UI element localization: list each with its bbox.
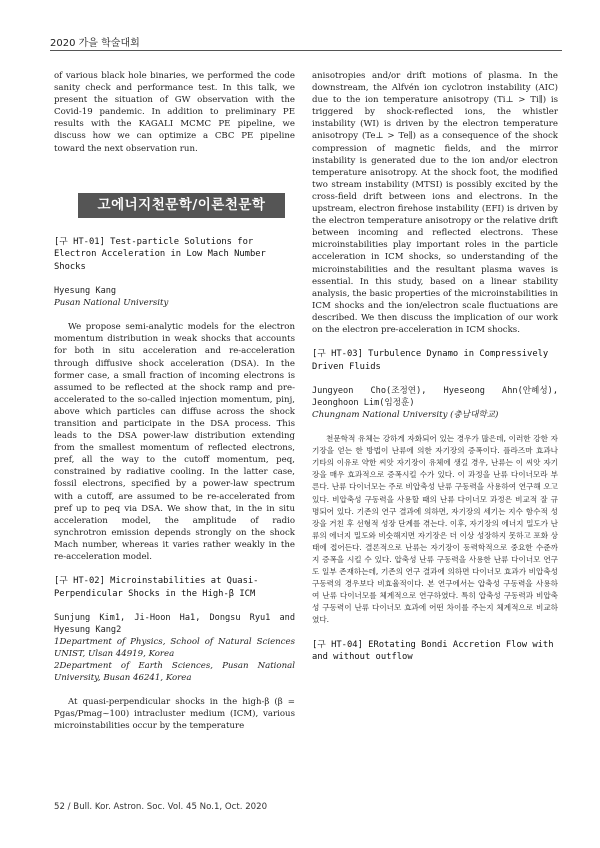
ht01-title-text: [구 HT-01] Test-particle Solutions for Electron Acceleration in Low Mach Number Shocks — [54, 236, 266, 272]
ht03-authors: Jungyeon Cho(조정연), Hyeseong Ahn(안혜성), Jeonghoon Lim(임정훈) — [312, 386, 558, 409]
ht02-abstract-start: At quasi-perpendicular shocks in the high-β (β = Pgas/Pmag~100) intracluster medium (ICM), various microinstabilities occur by the temperature — [54, 697, 295, 732]
ht01-affiliation: Pusan National University — [54, 298, 169, 309]
ht03-title: [구 HT-03] Turbulence Dynamo in Compressively Driven Fluids — [312, 349, 549, 372]
left-column — [54, 70, 295, 732]
running-header: 2020 가을 학술대회 — [50, 38, 140, 49]
ht01-title — [54, 236, 295, 274]
ht04-title: [구 HT-04] ERotating Bondi Accretion Flow with and without outflow — [312, 639, 554, 663]
header-rule — [50, 50, 562, 51]
ht02-affiliation-1: 1Department of Physics, School of Natural Sciences UNIST, Ulsan 44919, Korea — [54, 637, 295, 660]
section-banner: 고에너지천문학/이론천문학 — [78, 193, 285, 218]
ht01-author: Hyesung Kang — [54, 286, 117, 297]
ht03-abstract: 천문학적 유체는 강하게 자화되어 있는 경우가 많은데, 이러한 강한 자기장을 얻는 한 방법이 난류에 의한 자기장의 증폭이다. 플라즈마 효과나 기타의 이유로 약한 씨앗 자기장이 유체에 생길 경우, 난류는 이 씨앗 자기장을 매우 효과적으로 증폭시킬 수가 있다. 이 과정을 난류 다이너모라 부른다. 난류 다이너모는 주로 비압축성 난류 구동력을 사용하여 연구해 오고 있다. 비압축성 구동력을 사용할 때의 난류 다이너모 과정은 비교적 잘 규명되어 있다. 기존의 연구 결과에 의하면, 자기장의 세기는 지수 함수적 성장을 거친 후 선형적 성장 단계를 겪는다. 이후, 자기장의 에너지 밀도가 난류의 에너지 밀도와 비슷해지면 자기장은 더 이상 성장하지 못하고 포화 상태에 접어든다. 결론적으로 난류는 자기장이 동력학적으로 중요한 수준까지 증폭을 시킬 수 있다. 압축성 난류 구동력을 사용한 난류 다이너모 연구도 일부 존재하는데, 기존의 연구 결과에 의하면 다이너모 효과가 비압축성 구동력의 경우보다 비효율적이다. 본 연구에서는 압축성 구동력을 사용하여 난류 다이너모를 체계적으로 연구하였다. 특히 압축성 구동력과 비압축성 구동력이 난류 다이너모 효과에 어떤 차이를 주는지 체계적으로 비교하였다. — [312, 434, 558, 625]
ht02-affiliation-2: 2Department of Earth Sciences, Pusan National University, Busan 46241, Korea — [54, 661, 295, 684]
intro-paragraph: of various black hole binaries, we performed the code sanity check and performance test. In this talk, we present the situation of GW observation with the Covid-19 pandemic. In addition to preliminary PE results with the KAGALI MCMC PE pipeline, we discuss how we can optimize a CBC PE pipeline toward the next observation run. — [54, 71, 295, 154]
ht02-abstract-continued: anisotropies and/or drift motions of plasma. In the downstream, the Alfvén ion cyclotron instability (AIC) due to the ion temperature anisotropy (Ti⊥ > Ti∥) is triggered by shock-reflected ions, the whistler instability (WI) is driven by the electron temperature anisotropy (Te⊥ > Te∥) as a consequence of the shock compression of magnetic fields, and the mirror instability is generated due to the ion and/or electron temperature anisotropy. At the shock foot, the modified two stream instability (MTSI) is possibly excited by the cross-field drift between ions and electrons. In the upstream, electron firehose instability (EFI) is driven by the electron temperature anisotropy or the relative drift between incoming and reflected electrons. These microinstabilities play important roles in the particle acceleration in ICM shocks, so understanding of the microinstabilities and the resultant plasma waves is essential. In this study, based on a linear stability analysis, the basic properties of the microinstabilities in ICM shocks and the ion/electron scale fluctuations are described. We then discuss the implication of our work on the electron pre-acceleration in ICM shocks. — [312, 71, 558, 335]
right-column — [312, 70, 558, 676]
ht02-title: [구 HT-02] Microinstabilities at Quasi-Perpendicular Shocks in the High-β ICM — [54, 576, 259, 599]
ht03-affiliation: Chungnam National University (충남대학교) — [312, 410, 499, 421]
ht01-abstract: We propose semi-analytic models for the electron momentum distribution in weak shocks that accounts for both in situ acceleration and re-acceleration through diffusive shock acceleration (DSA). In the former case, a small fraction of incoming electrons is assumed to be reflected at the shock ramp and pre-accelerated to the so-called injection momentum, pinj, above which particles can diffuse across the shock transition and participate in the DSA process. This leads to the DSA power-law distribution extending from the smallest momentum of reflected electrons, pref, all the way to the cutoff momentum, peq, constrained by radiative cooling. In the latter case, fossil electrons, specified by a power-law spectrum with a cutoff, are assumed to be re-accelerated from pref up to peq via DSA. We show that, in the in situ acceleration model, the amplitude of radio synchrotron emission depends strongly on the shock Mach number, whereas it varies rather weakly in the re-acceleration model. — [54, 322, 295, 563]
ht02-authors: Sunjung Kim1, Ji-Hoon Ha1, Dongsu Ryu1 and Hyesung Kang2 — [54, 613, 295, 636]
page-footer: 52 / Bull. Kor. Astron. Soc. Vol. 45 No.1, Oct. 2020 — [54, 802, 268, 812]
